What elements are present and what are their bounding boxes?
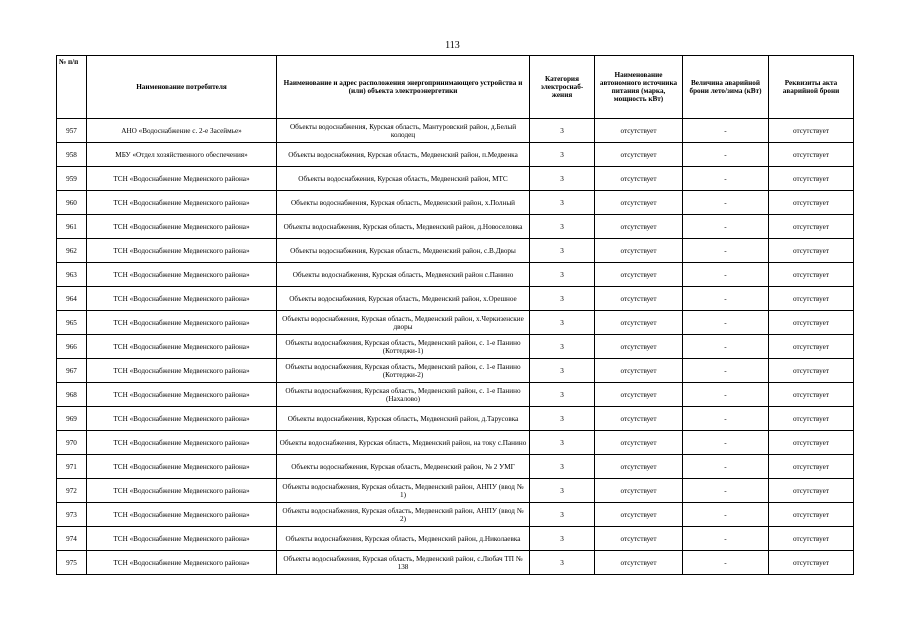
cell-act: отсутствует: [769, 503, 854, 527]
cell-reserve: -: [683, 407, 769, 431]
cell-num: 969: [57, 407, 87, 431]
cell-source: отсутствует: [595, 167, 683, 191]
header-act: Реквизиты акта аварийной брони: [769, 56, 854, 119]
cell-category: 3: [530, 215, 595, 239]
table-row: [57, 287, 854, 311]
cell-reserve: -: [683, 383, 769, 407]
cell-reserve: -: [683, 551, 769, 575]
cell-act: отсутствует: [769, 287, 854, 311]
table-row: [57, 383, 854, 407]
cell-consumer: ТСН «Водоснабжение Медвенского района»: [87, 167, 277, 191]
cell-consumer: ТСН «Водоснабжение Медвенского района»: [87, 215, 277, 239]
cell-act: отсутствует: [769, 167, 854, 191]
cell-act: отсутствует: [769, 335, 854, 359]
page-number: 113: [445, 40, 460, 51]
cell-object: Объекты водоснабжения, Курская область, Медвенский район, х.Полный: [277, 191, 530, 215]
table-row: [57, 191, 854, 215]
cell-num: 970: [57, 431, 87, 455]
cell-num: 973: [57, 503, 87, 527]
cell-act: отсутствует: [769, 479, 854, 503]
cell-act: отсутствует: [769, 215, 854, 239]
cell-source: отсутствует: [595, 551, 683, 575]
cell-category: 3: [530, 407, 595, 431]
cell-reserve: -: [683, 479, 769, 503]
cell-object: Объекты водоснабжения, Курская область, Медвенский район, п.Медвенка: [277, 143, 530, 167]
cell-consumer: ТСН «Водоснабжение Медвенского района»: [87, 431, 277, 455]
cell-reserve: -: [683, 167, 769, 191]
cell-category: 3: [530, 479, 595, 503]
cell-object: Объекты водоснабжения, Курская область, Медвенский район, с. 1-е Панино (Коттеджи-2): [277, 359, 530, 383]
cell-consumer: ТСН «Водоснабжение Медвенского района»: [87, 311, 277, 335]
table-row: [57, 263, 854, 287]
cell-num: 957: [57, 119, 87, 143]
cell-num: 965: [57, 311, 87, 335]
cell-category: 3: [530, 335, 595, 359]
cell-category: 3: [530, 503, 595, 527]
cell-category: 3: [530, 287, 595, 311]
cell-num: 972: [57, 479, 87, 503]
header-reserve: Величина аварийной брони лето/зима (кВт): [683, 56, 769, 119]
cell-consumer: ТСН «Водоснабжение Медвенского района»: [87, 359, 277, 383]
table-row: [57, 479, 854, 503]
cell-category: 3: [530, 143, 595, 167]
cell-source: отсутствует: [595, 527, 683, 551]
registry-table: [56, 55, 854, 575]
table-row: [57, 311, 854, 335]
cell-act: отсутствует: [769, 407, 854, 431]
cell-source: отсутствует: [595, 143, 683, 167]
cell-consumer: ТСН «Водоснабжение Медвенского района»: [87, 239, 277, 263]
cell-consumer: АНО «Водоснабжение с. 2-е Засеймье»: [87, 119, 277, 143]
cell-act: отсутствует: [769, 551, 854, 575]
cell-reserve: -: [683, 263, 769, 287]
cell-object: Объекты водоснабжения, Курская область, Медвенский район, МТС: [277, 167, 530, 191]
header-num: № п/п: [57, 56, 87, 119]
cell-source: отсутствует: [595, 287, 683, 311]
cell-reserve: -: [683, 311, 769, 335]
cell-source: отсутствует: [595, 191, 683, 215]
table-body: [57, 119, 854, 575]
cell-consumer: ТСН «Водоснабжение Медвенского района»: [87, 335, 277, 359]
cell-num: 975: [57, 551, 87, 575]
cell-object: Объекты водоснабжения, Курская область, Медвенский район, д.Тарусовка: [277, 407, 530, 431]
cell-reserve: -: [683, 143, 769, 167]
header-source: Наименование автономного источника питания (марка, мощность кВт): [595, 56, 683, 119]
cell-consumer: ТСН «Водоснабжение Медвенского района»: [87, 527, 277, 551]
header-row: [57, 56, 854, 119]
cell-reserve: -: [683, 455, 769, 479]
cell-object: Объекты водоснабжения, Курская область, Медвенский район, на току с.Панино: [277, 431, 530, 455]
cell-act: отсутствует: [769, 311, 854, 335]
cell-object: Объекты водоснабжения, Курская область, Медвенский район, с.Любач ТП № 138: [277, 551, 530, 575]
cell-source: отсутствует: [595, 239, 683, 263]
cell-reserve: -: [683, 359, 769, 383]
cell-source: отсутствует: [595, 335, 683, 359]
cell-object: Объекты водоснабжения, Курская область, Медвенский район, АНПУ (ввод № 2): [277, 503, 530, 527]
cell-source: отсутствует: [595, 263, 683, 287]
cell-object: Объекты водоснабжения, Курская область, Медвенский район, х.Черкизенские дворы: [277, 311, 530, 335]
cell-object: Объекты водоснабжения, Курская область, Медвенский район, АНПУ (ввод № 1): [277, 479, 530, 503]
cell-source: отсутствует: [595, 119, 683, 143]
cell-num: 961: [57, 215, 87, 239]
table-row: [57, 119, 854, 143]
cell-act: отсутствует: [769, 431, 854, 455]
cell-consumer: ТСН «Водоснабжение Медвенского района»: [87, 407, 277, 431]
cell-object: Объекты водоснабжения, Курская область, Медвенский район, № 2 УМГ: [277, 455, 530, 479]
cell-object: Объекты водоснабжения, Курская область, Медвенский район, с. 1-е Панино (Коттеджи-1): [277, 335, 530, 359]
cell-act: отсутствует: [769, 383, 854, 407]
cell-reserve: -: [683, 287, 769, 311]
cell-num: 964: [57, 287, 87, 311]
cell-num: 971: [57, 455, 87, 479]
cell-num: 958: [57, 143, 87, 167]
table-row: [57, 431, 854, 455]
cell-consumer: ТСН «Водоснабжение Медвенского района»: [87, 383, 277, 407]
cell-reserve: -: [683, 431, 769, 455]
cell-category: 3: [530, 527, 595, 551]
cell-num: 960: [57, 191, 87, 215]
cell-source: отсутствует: [595, 407, 683, 431]
table-row: [57, 527, 854, 551]
table-row: [57, 239, 854, 263]
cell-act: отсутствует: [769, 191, 854, 215]
cell-consumer: ТСН «Водоснабжение Медвенского района»: [87, 191, 277, 215]
cell-source: отсутствует: [595, 503, 683, 527]
cell-category: 3: [530, 263, 595, 287]
table-row: [57, 455, 854, 479]
cell-object: Объекты водоснабжения, Курская область, Мантуровский район, д.Белый колодец: [277, 119, 530, 143]
cell-act: отсутствует: [769, 239, 854, 263]
cell-act: отсутствует: [769, 263, 854, 287]
cell-object: Объекты водоснабжения, Курская область, Медвенский район, с. 1-е Панино (Нахалово): [277, 383, 530, 407]
table-row: [57, 359, 854, 383]
cell-consumer: ТСН «Водоснабжение Медвенского района»: [87, 287, 277, 311]
cell-object: Объекты водоснабжения, Курская область, Медвенский район, х.Орешное: [277, 287, 530, 311]
cell-num: 962: [57, 239, 87, 263]
cell-act: отсутствует: [769, 527, 854, 551]
cell-category: 3: [530, 167, 595, 191]
cell-num: 963: [57, 263, 87, 287]
cell-reserve: -: [683, 503, 769, 527]
cell-act: отсутствует: [769, 455, 854, 479]
cell-reserve: -: [683, 335, 769, 359]
header-object: Наименование и адрес расположения энергопринимающего устройства и (или) объекта электроэнергетики: [277, 56, 530, 119]
table-row: [57, 143, 854, 167]
header-consumer: Наименование потребителя: [87, 56, 277, 119]
cell-num: 966: [57, 335, 87, 359]
cell-act: отсутствует: [769, 143, 854, 167]
cell-source: отсутствует: [595, 431, 683, 455]
cell-consumer: ТСН «Водоснабжение Медвенского района»: [87, 263, 277, 287]
table-row: [57, 551, 854, 575]
cell-num: 974: [57, 527, 87, 551]
table-row: [57, 407, 854, 431]
cell-category: 3: [530, 191, 595, 215]
table-row: [57, 503, 854, 527]
cell-consumer: ТСН «Водоснабжение Медвенского района»: [87, 455, 277, 479]
cell-reserve: -: [683, 527, 769, 551]
cell-act: отсутствует: [769, 359, 854, 383]
cell-object: Объекты водоснабжения, Курская область, Медвенский район, д.Николаевка: [277, 527, 530, 551]
table-row: [57, 215, 854, 239]
cell-reserve: -: [683, 119, 769, 143]
cell-consumer: ТСН «Водоснабжение Медвенского района»: [87, 551, 277, 575]
cell-consumer: ТСН «Водоснабжение Медвенского района»: [87, 479, 277, 503]
cell-category: 3: [530, 455, 595, 479]
cell-category: 3: [530, 551, 595, 575]
cell-category: 3: [530, 359, 595, 383]
cell-num: 968: [57, 383, 87, 407]
cell-category: 3: [530, 431, 595, 455]
cell-source: отсутствует: [595, 479, 683, 503]
cell-act: отсутствует: [769, 119, 854, 143]
cell-source: отсутствует: [595, 455, 683, 479]
cell-source: отсутствует: [595, 311, 683, 335]
cell-category: 3: [530, 239, 595, 263]
cell-source: отсутствует: [595, 359, 683, 383]
cell-reserve: -: [683, 191, 769, 215]
table-row: [57, 167, 854, 191]
cell-num: 967: [57, 359, 87, 383]
cell-reserve: -: [683, 239, 769, 263]
cell-object: Объекты водоснабжения, Курская область, Медвенский район, д.Новоселовка: [277, 215, 530, 239]
table-row: [57, 335, 854, 359]
cell-num: 959: [57, 167, 87, 191]
cell-object: Объекты водоснабжения, Курская область, Медвенский район с.Панино: [277, 263, 530, 287]
cell-source: отсутствует: [595, 215, 683, 239]
cell-category: 3: [530, 119, 595, 143]
cell-consumer: МБУ «Отдел хозяйственного обеспечения»: [87, 143, 277, 167]
cell-consumer: ТСН «Водоснабжение Медвенского района»: [87, 503, 277, 527]
cell-source: отсутствует: [595, 383, 683, 407]
cell-category: 3: [530, 311, 595, 335]
cell-category: 3: [530, 383, 595, 407]
cell-object: Объекты водоснабжения, Курская область, Медвенский район, с.В.Дворы: [277, 239, 530, 263]
cell-reserve: -: [683, 215, 769, 239]
header-category: Категория электроснаб-жения: [530, 56, 595, 119]
